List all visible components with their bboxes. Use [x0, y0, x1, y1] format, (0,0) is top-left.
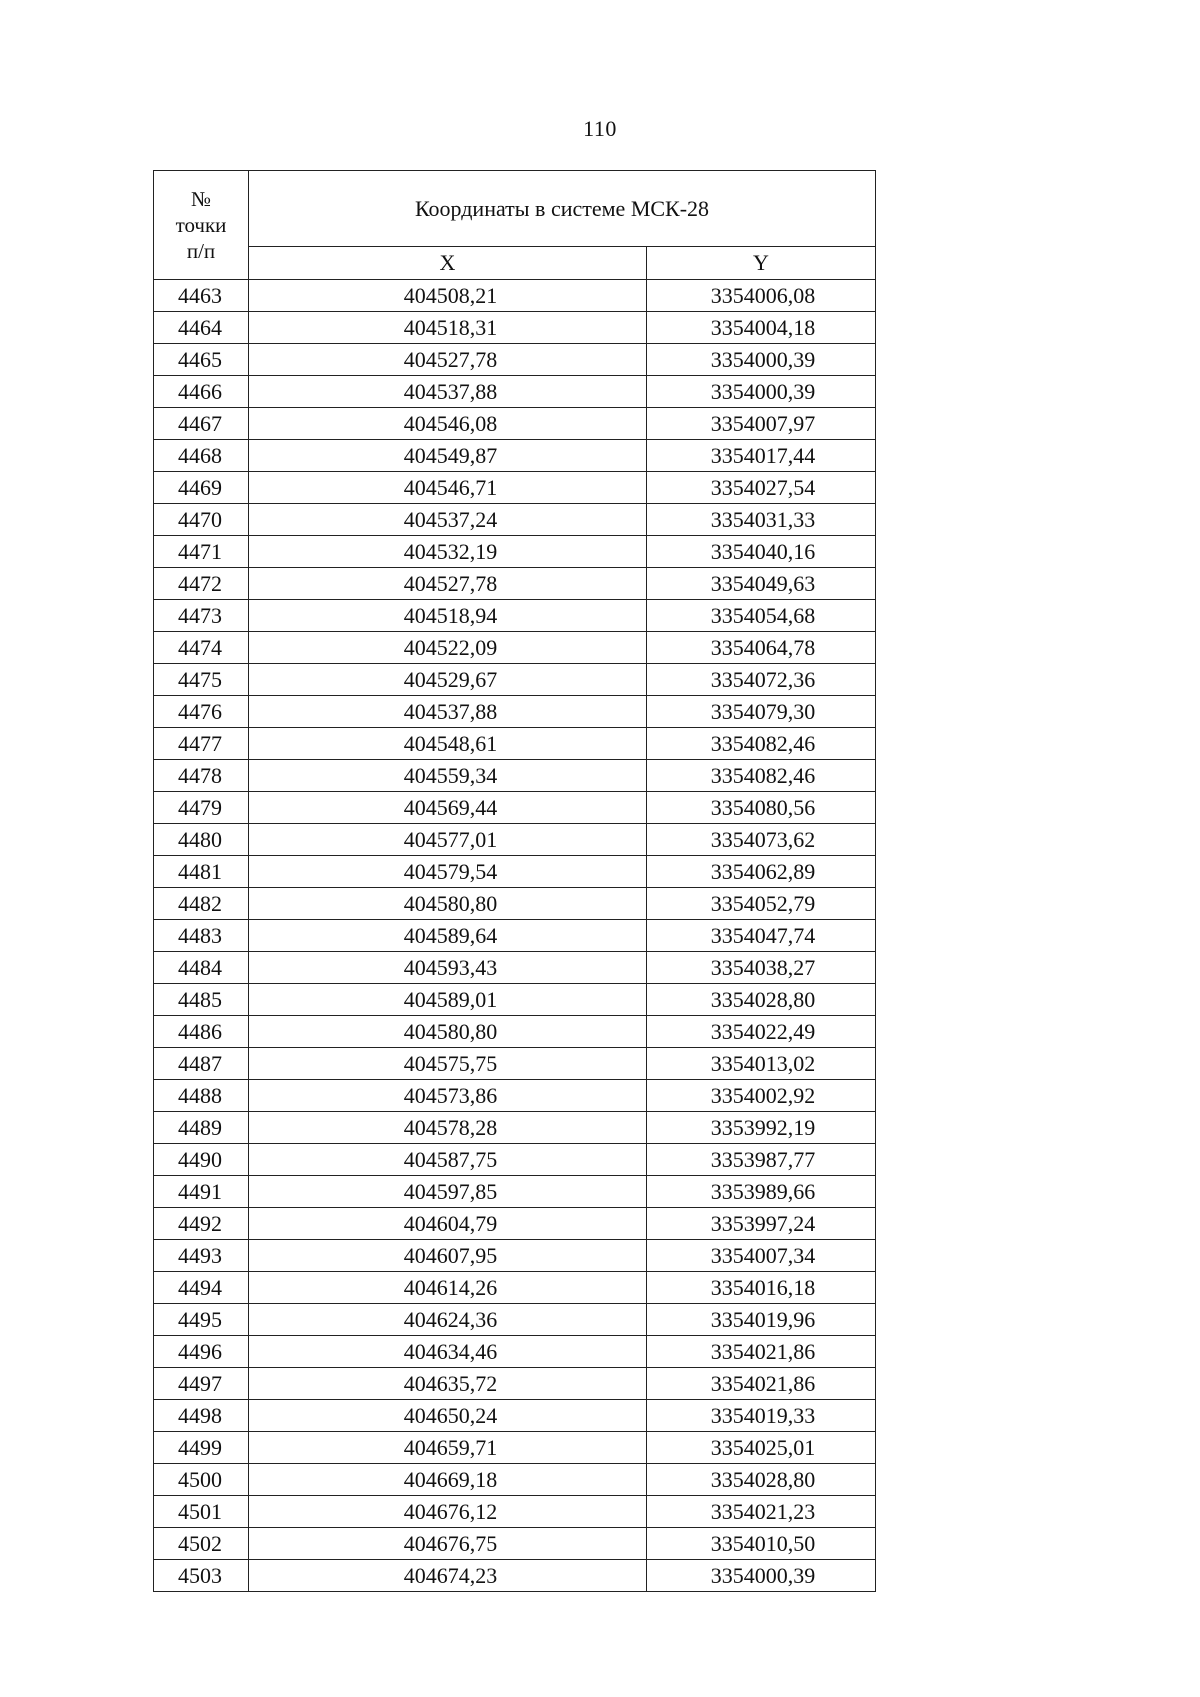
x-coordinate-cell: 404589,64 [249, 920, 647, 952]
x-column-header: X [249, 247, 647, 280]
table-row [154, 1400, 876, 1432]
x-coordinate-cell: 404537,88 [249, 376, 647, 408]
table-row [154, 696, 876, 728]
point-number-cell: 4484 [154, 952, 249, 984]
table-row [154, 1272, 876, 1304]
point-number-cell: 4503 [154, 1560, 249, 1592]
table-row [154, 888, 876, 920]
x-coordinate-cell: 404577,01 [249, 824, 647, 856]
table-row [154, 1464, 876, 1496]
table-body [154, 280, 876, 1592]
x-coordinate-cell: 404676,12 [249, 1496, 647, 1528]
table-row [154, 632, 876, 664]
point-number-cell: 4489 [154, 1112, 249, 1144]
point-number-cell: 4466 [154, 376, 249, 408]
y-coordinate-cell: 3354002,92 [647, 1080, 876, 1112]
point-number-cell: 4465 [154, 344, 249, 376]
y-coordinate-cell: 3354064,78 [647, 632, 876, 664]
x-coordinate-cell: 404549,87 [249, 440, 647, 472]
y-coordinate-cell: 3354080,56 [647, 792, 876, 824]
point-number-cell: 4474 [154, 632, 249, 664]
y-coordinate-cell: 3354000,39 [647, 344, 876, 376]
table-row [154, 408, 876, 440]
point-number-cell: 4471 [154, 536, 249, 568]
table-row [154, 792, 876, 824]
table-row [154, 504, 876, 536]
point-number-cell: 4481 [154, 856, 249, 888]
y-coordinate-cell: 3354025,01 [647, 1432, 876, 1464]
table-row [154, 1336, 876, 1368]
point-number-cell: 4486 [154, 1016, 249, 1048]
y-coordinate-cell: 3353987,77 [647, 1144, 876, 1176]
table-row [154, 952, 876, 984]
point-number-cell: 4480 [154, 824, 249, 856]
table-header [154, 171, 876, 280]
point-number-cell: 4497 [154, 1368, 249, 1400]
x-coordinate-cell: 404537,24 [249, 504, 647, 536]
y-coordinate-cell: 3354072,36 [647, 664, 876, 696]
point-number-cell: 4500 [154, 1464, 249, 1496]
x-coordinate-cell: 404518,31 [249, 312, 647, 344]
y-coordinate-cell: 3354028,80 [647, 1464, 876, 1496]
y-coordinate-cell: 3354052,79 [647, 888, 876, 920]
y-coordinate-cell: 3353989,66 [647, 1176, 876, 1208]
y-coordinate-cell: 3354019,33 [647, 1400, 876, 1432]
point-number-cell: 4498 [154, 1400, 249, 1432]
table-row [154, 856, 876, 888]
y-coordinate-cell: 3354062,89 [647, 856, 876, 888]
x-coordinate-cell: 404537,88 [249, 696, 647, 728]
table-row [154, 920, 876, 952]
x-coordinate-cell: 404580,80 [249, 888, 647, 920]
table-row [154, 728, 876, 760]
y-coordinate-cell: 3354016,18 [647, 1272, 876, 1304]
point-number-cell: 4468 [154, 440, 249, 472]
y-coordinate-cell: 3354022,49 [647, 1016, 876, 1048]
table-row [154, 1240, 876, 1272]
table-row [154, 280, 876, 312]
x-coordinate-cell: 404573,86 [249, 1080, 647, 1112]
table-row [154, 1560, 876, 1592]
y-coordinate-cell: 3354031,33 [647, 504, 876, 536]
point-number-cell: 4483 [154, 920, 249, 952]
table-row [154, 1016, 876, 1048]
point-number-header [154, 171, 249, 280]
y-coordinate-cell: 3354082,46 [647, 728, 876, 760]
y-coordinate-cell: 3354040,16 [647, 536, 876, 568]
x-coordinate-cell: 404529,67 [249, 664, 647, 696]
point-number-cell: 4477 [154, 728, 249, 760]
y-coordinate-cell: 3354000,39 [647, 1560, 876, 1592]
x-coordinate-cell: 404548,61 [249, 728, 647, 760]
x-coordinate-cell: 404527,78 [249, 568, 647, 600]
point-number-cell: 4501 [154, 1496, 249, 1528]
x-coordinate-cell: 404597,85 [249, 1176, 647, 1208]
table-row [154, 472, 876, 504]
table-row [154, 1048, 876, 1080]
y-coordinate-cell: 3354013,02 [647, 1048, 876, 1080]
y-coordinate-cell: 3354021,23 [647, 1496, 876, 1528]
x-coordinate-cell: 404634,46 [249, 1336, 647, 1368]
x-coordinate-cell: 404587,75 [249, 1144, 647, 1176]
x-coordinate-cell: 404607,95 [249, 1240, 647, 1272]
y-coordinate-cell: 3353992,19 [647, 1112, 876, 1144]
x-coordinate-cell: 404508,21 [249, 280, 647, 312]
y-coordinate-cell: 3354004,18 [647, 312, 876, 344]
y-coordinate-cell: 3354010,50 [647, 1528, 876, 1560]
y-coordinate-cell: 3354000,39 [647, 376, 876, 408]
table-row [154, 600, 876, 632]
point-number-cell: 4487 [154, 1048, 249, 1080]
point-number-cell: 4473 [154, 600, 249, 632]
table-row [154, 376, 876, 408]
y-coordinate-cell: 3354079,30 [647, 696, 876, 728]
y-coordinate-cell: 3354073,62 [647, 824, 876, 856]
x-coordinate-cell: 404676,75 [249, 1528, 647, 1560]
table-row [154, 1432, 876, 1464]
y-coordinate-cell: 3354019,96 [647, 1304, 876, 1336]
point-number-cell: 4478 [154, 760, 249, 792]
x-coordinate-cell: 404589,01 [249, 984, 647, 1016]
x-coordinate-cell: 404518,94 [249, 600, 647, 632]
y-coordinate-cell: 3354017,44 [647, 440, 876, 472]
table-row [154, 1208, 876, 1240]
point-number-cell: 4488 [154, 1080, 249, 1112]
y-coordinate-cell: 3354038,27 [647, 952, 876, 984]
y-coordinate-cell: 3354082,46 [647, 760, 876, 792]
x-coordinate-cell: 404532,19 [249, 536, 647, 568]
table-row [154, 1144, 876, 1176]
point-number-cell: 4490 [154, 1144, 249, 1176]
y-column-header: Y [647, 247, 876, 280]
point-number-cell: 4472 [154, 568, 249, 600]
y-coordinate-cell: 3354054,68 [647, 600, 876, 632]
y-coordinate-cell: 3354007,97 [647, 408, 876, 440]
x-coordinate-cell: 404659,71 [249, 1432, 647, 1464]
point-number-cell: 4495 [154, 1304, 249, 1336]
coordinates-table [153, 170, 876, 1592]
table-row [154, 312, 876, 344]
point-number-cell: 4496 [154, 1336, 249, 1368]
point-number-cell: 4470 [154, 504, 249, 536]
table-row [154, 1176, 876, 1208]
point-number-cell: 4494 [154, 1272, 249, 1304]
table-row [154, 1080, 876, 1112]
page-number: 110 [583, 116, 617, 141]
x-coordinate-cell: 404604,79 [249, 1208, 647, 1240]
x-coordinate-cell: 404593,43 [249, 952, 647, 984]
point-number-cell: 4463 [154, 280, 249, 312]
table-row [154, 1496, 876, 1528]
x-coordinate-cell: 404650,24 [249, 1400, 647, 1432]
y-coordinate-cell: 3354006,08 [647, 280, 876, 312]
point-number-cell: 4469 [154, 472, 249, 504]
table-row [154, 344, 876, 376]
coordinates-group-header: Координаты в системе МСК-28 [249, 171, 876, 247]
y-coordinate-cell: 3353997,24 [647, 1208, 876, 1240]
point-number-cell: 4502 [154, 1528, 249, 1560]
point-number-cell: 4475 [154, 664, 249, 696]
x-coordinate-cell: 404559,34 [249, 760, 647, 792]
point-number-cell: 4467 [154, 408, 249, 440]
y-coordinate-cell: 3354027,54 [647, 472, 876, 504]
x-coordinate-cell: 404546,08 [249, 408, 647, 440]
point-number-cell: 4479 [154, 792, 249, 824]
y-coordinate-cell: 3354021,86 [647, 1368, 876, 1400]
table-row [154, 440, 876, 472]
x-coordinate-cell: 404580,80 [249, 1016, 647, 1048]
point-number-cell: 4464 [154, 312, 249, 344]
x-coordinate-cell: 404522,09 [249, 632, 647, 664]
table-row [154, 1368, 876, 1400]
y-coordinate-cell: 3354028,80 [647, 984, 876, 1016]
y-coordinate-cell: 3354007,34 [647, 1240, 876, 1272]
x-coordinate-cell: 404635,72 [249, 1368, 647, 1400]
point-number-cell: 4485 [154, 984, 249, 1016]
table-row [154, 664, 876, 696]
x-coordinate-cell: 404527,78 [249, 344, 647, 376]
x-coordinate-cell: 404579,54 [249, 856, 647, 888]
y-coordinate-cell: 3354021,86 [647, 1336, 876, 1368]
table-row [154, 984, 876, 1016]
point-number-cell: 4499 [154, 1432, 249, 1464]
x-coordinate-cell: 404669,18 [249, 1464, 647, 1496]
point-number-cell: 4491 [154, 1176, 249, 1208]
table-row [154, 824, 876, 856]
x-coordinate-cell: 404569,44 [249, 792, 647, 824]
y-coordinate-cell: 3354047,74 [647, 920, 876, 952]
x-coordinate-cell: 404575,75 [249, 1048, 647, 1080]
table-row [154, 536, 876, 568]
x-coordinate-cell: 404614,26 [249, 1272, 647, 1304]
table-row [154, 760, 876, 792]
x-coordinate-cell: 404546,71 [249, 472, 647, 504]
x-coordinate-cell: 404578,28 [249, 1112, 647, 1144]
x-coordinate-cell: 404674,23 [249, 1560, 647, 1592]
table-row [154, 1528, 876, 1560]
point-number-header-label: № точки п/п [175, 186, 227, 264]
table-row [154, 568, 876, 600]
point-number-cell: 4476 [154, 696, 249, 728]
point-number-cell: 4492 [154, 1208, 249, 1240]
table-row [154, 1304, 876, 1336]
x-coordinate-cell: 404624,36 [249, 1304, 647, 1336]
point-number-cell: 4482 [154, 888, 249, 920]
point-number-cell: 4493 [154, 1240, 249, 1272]
y-coordinate-cell: 3354049,63 [647, 568, 876, 600]
table-row [154, 1112, 876, 1144]
